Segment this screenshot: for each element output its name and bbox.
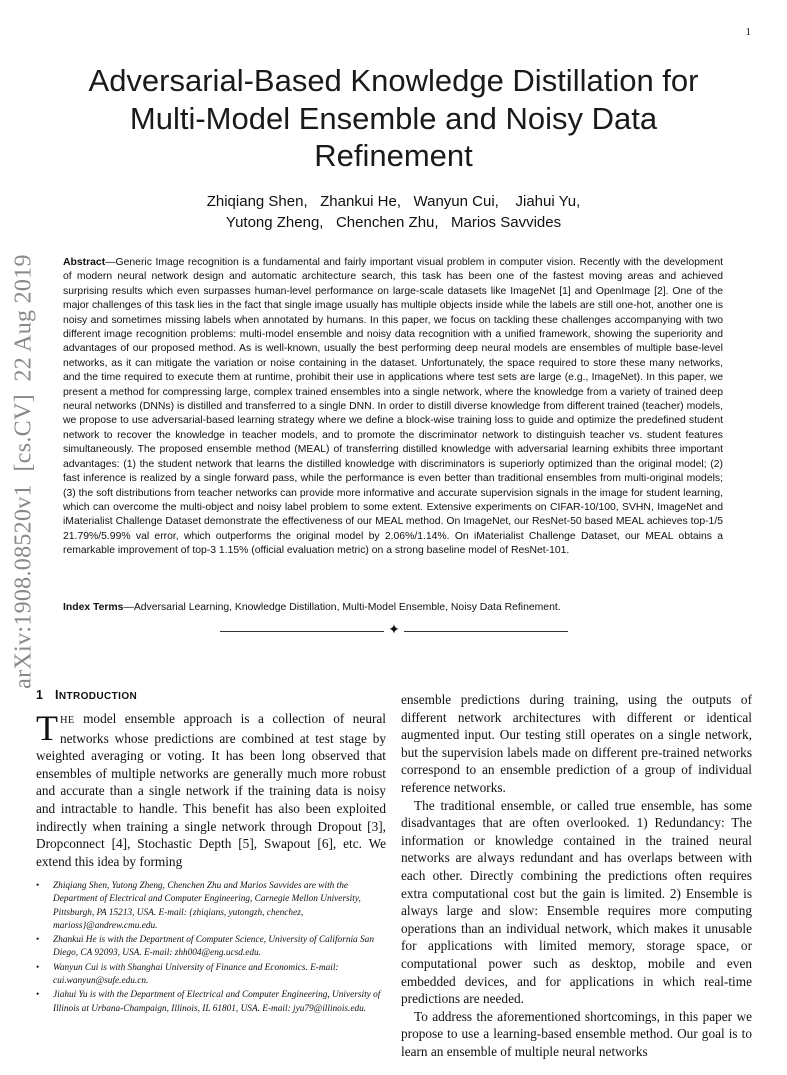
author-list [140, 191, 647, 233]
author-line: Zhiqiang Shen, Zhankui He, Wanyun Cui, Jiahui Yu, [206, 193, 581, 210]
drop-cap: T [36, 708, 58, 748]
body-paragraph: To address the aforementioned shortcomings, in this paper we propose to use a learning-based ensemble method. Our goal is to learn an ensemble of multiple neural networks [401, 1008, 752, 1059]
section-title-rest: NTRODUCTION [58, 691, 138, 702]
intro-left-column [36, 710, 386, 870]
index-terms [63, 602, 723, 613]
body-paragraph: ensemble predictions during training, using the outputs of different network architectures with different or identical augmented input. Our testing still operates on a single network, but the supervision labels made on different pre-trained networks correspond to an ensemble prediction of a group of individual reference networks. [401, 692, 752, 795]
page-number: 1 [745, 26, 751, 38]
intro-right-column [401, 691, 752, 1060]
author-footnotes [36, 880, 386, 1017]
body-paragraph: The traditional ensemble, or called true ensemble, has some disadvantages that are often overlooked. 1) Redundancy: The information or knowledge contained in the trained neural networks are always redundant and has overlaps between with each other. Directly combining the predictions often requires extra computational cost but the gain is limited. 2) Ensemble is always large and slow: Ensemble requires more computing operations than an individual network, which makes it unusable for applications with limited memory, storage space, or computational power such as desktop, mobile and even embedded devices, and for applications in which real-time predictions are needed. [401, 797, 752, 1007]
title-line: Adversarial-Based Knowledge Distillation for [88, 63, 699, 98]
footnote-item: • Wanyun Cui is with Shanghai University of Finance and Economics. E-mail: cui.wanyun@sufe.edu.cn. [36, 962, 386, 989]
abstract-label: Abstract [63, 257, 106, 268]
section-title-initial: I [54, 688, 59, 702]
section-number: 1 [36, 688, 44, 702]
footnote-item: • Zhankui He is with the Department of Computer Science, University of California San Diego, CA 92093, USA. E-mail: zhh004@eng.ucsd.edu. [36, 934, 386, 961]
index-terms-text: —Adversarial Learning, Knowledge Distillation, Multi-Model Ensemble, Noisy Data Refinement. [123, 602, 561, 613]
title-line: Multi-Model Ensemble and Noisy Data [129, 100, 658, 136]
abstract-text: —Generic Image recognition is a fundamental and fairly important visual problem in computer vision. Recently with the development of modern neural network design and automatic architecture search, this task has been one of the fastest moving areas and achieved surprising results which even surpasses human-level performance on large-scale datasets like ImageNet [1] and OpenImage [2]. One of the major challenges of this task lies in the fact that single image usually has multiple objects inside while the labels are still one-hot, another one is noisy and sometimes missing labels when annotated by humans. In this paper, we focus on tackling these challenges accompanying with two different image recognition problems: multi-model ensemble and noisy data recognition with a unified framework, showing the superiority and advantages of our proposed method. As is well-known, usually the best performing deep neural models are ensembles of multiple base-level networks, as it can mitigate the variation or noise containing in the dataset. Unfortunately, the space required to store these many networks, and the time required to execute them at runtime, prohibit their use in applications where test sets are large (e.g., ImageNet). In this paper, we present a method for compressing large, complex trained ensembles into a single network, where the knowledge from a variety of trained deep neural networks (DNNs) is distilled and transferred to a single DNN. In order to distill diverse knowledge from different trained (teacher) models, we propose to use adversarial-based learning strategy where we define a block-wise training loss to guide and optimize the predefined student network to recover the knowledge in teacher models, and to promote the discriminator network to distinguish teacher vs. student features simultaneously. The proposed ensemble method (MEAL) of transferring distilled knowledge with adversarial learning exhibits three important advantages: (1) the student network that learns the distilled knowledge with discriminators is superiorly optimized than the original model; (2) fast inference is realized by a single forward pass, while the performance is even better than traditional ensembles from multi-original models; (3) the soft distributions from teacher networks can provide more informative and accurate supervision signals in the image for student learning, which can overcome the multi-object and noisy label problem to some extent. Extensive experiments on CIFAR-10/100, SVHN, ImageNet and iMaterialist Challenge Dataset demonstrate the effectiveness of our MEAL method. On ImageNet, our ResNet-50 based MEAL achieves top-1/5 21.79%/5.99% val error, which outperforms the original model by 2.06%/1.14%. On iMaterialist Challenge Dataset, our MEAL obtains a remarkable improvement of top-3 1.15% (official evaluation metric) on a strong baseline model of ResNet-101. [63, 257, 723, 557]
abstract [63, 256, 723, 559]
paper-title [40, 62, 747, 175]
intro-smallcaps: HE [60, 715, 75, 726]
author-line: Yutong Zheng, Chenchen Zhu, Marios Savvides [225, 214, 562, 231]
index-terms-label: Index Terms [63, 602, 124, 613]
footnote-item: • Zhiqiang Shen, Yutong Zheng, Chenchen Zhu and Marios Savvides are with the Department of Electrical and Computer Engineering, Carnegie Mellon University, Pittsburgh, PA 15213, USA. E-mail: {zhiqians, yutongzh, chenchez, marioss}@andrew.cmu.edu. [36, 880, 386, 933]
separator-diamond-icon: ✦ [384, 620, 404, 640]
footnote-item: • Jiahui Yu is with the Department of Electrical and Computer Engineering, University of Illinois at Urbana-Champaign, Illinois, IL 61801, USA. E-mail: jyu79@illinois.edu. [36, 989, 386, 1016]
section-heading [36, 688, 137, 702]
title-line: Refinement [314, 138, 473, 173]
arxiv-stamp: arXiv:1908.08520v1 [cs.CV] 22 Aug 2019 [10, 254, 37, 689]
intro-paragraph: model ensemble approach is a collection of neural networks whose predictions are combined at test stage by weighted averaging or voting. It has been long observed that ensembles of multiple networks are generally much more robust and accurate than a single network if the training data is noisy and intractable to handle. This benefit has also been exploited indirectly when training a single network through Dropout [3], Dropconnect [4], Stochastic Depth [5], Swapout [6], etc. We extend this idea by forming [36, 711, 386, 869]
